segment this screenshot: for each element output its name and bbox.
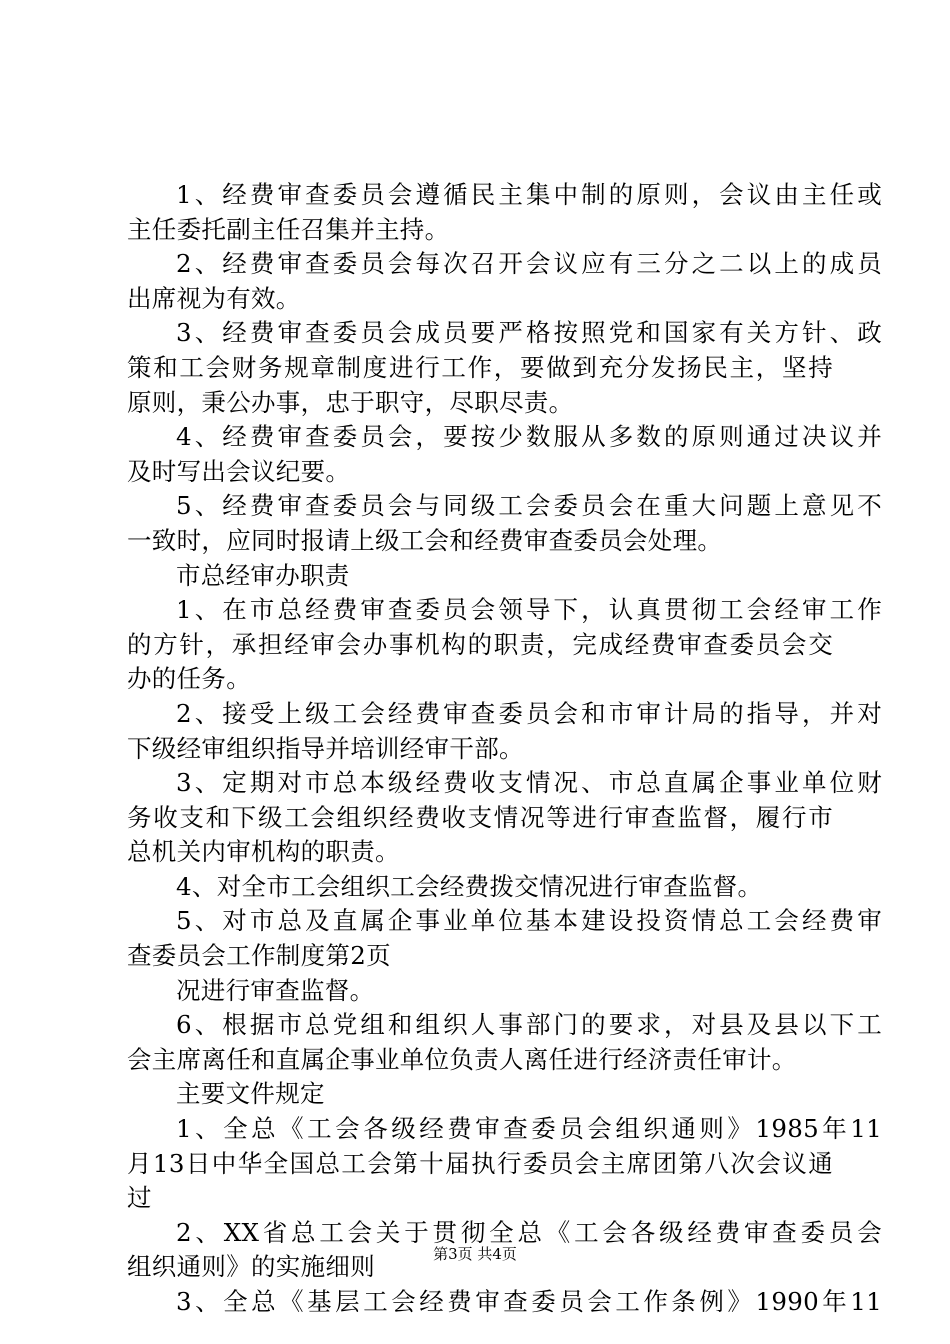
text-line: 出席视为有效。 bbox=[127, 283, 301, 313]
text-line: 策和工会财务规章制度进行工作，要做到充分发扬民主，坚持 bbox=[127, 352, 833, 382]
text-line: 3、全总《基层工会经费审查委员会工作条例》1990年11 bbox=[176, 1287, 882, 1316]
text-line: 一致时，应同时报请上级工会和经费审查委员会处理。 bbox=[127, 525, 723, 555]
text-line: 4、经费审查委员会，要按少数服从多数的原则通过决议并 bbox=[176, 422, 882, 452]
text-line: 月13日中华全国总工会第十届执行委员会主席团第八次会议通 bbox=[127, 1148, 833, 1178]
section-heading: 市总经审办职责 bbox=[176, 560, 350, 590]
text-line: 组织通则》的实施细则 bbox=[127, 1252, 375, 1282]
text-line: 1、在市总经费审查委员会领导下，认真贯彻工会经审工作 bbox=[176, 595, 882, 625]
text-line: 2、经费审查委员会每次召开会议应有三分之二以上的成员 bbox=[176, 249, 882, 279]
text-line: 1、全总《工会各级经费审查委员会组织通则》1985年11 bbox=[176, 1114, 882, 1144]
text-line: 务收支和下级工会组织经费收支情况等进行审查监督，履行市 bbox=[127, 802, 833, 832]
text-line: 3、经费审查委员会成员要严格按照党和国家有关方针、政 bbox=[176, 318, 882, 348]
document-body bbox=[127, 178, 882, 1320]
text-line: 况进行审查监督。 bbox=[176, 975, 375, 1005]
text-line: 主任委托副主任召集并主持。 bbox=[127, 214, 450, 244]
text-line: 下级经审组织指导并培训经审干部。 bbox=[127, 733, 524, 763]
text-line: 6、根据市总党组和组织人事部门的要求，对县及县以下工 bbox=[176, 1010, 882, 1040]
text-line: 及时写出会议纪要。 bbox=[127, 456, 351, 486]
text-line: 3、定期对市总本级经费收支情况、市总直属企事业单位财 bbox=[176, 768, 882, 798]
text-line: 过 bbox=[127, 1183, 152, 1213]
text-line: 办的任务。 bbox=[127, 664, 251, 694]
page-footer: 第3页 共4页 bbox=[433, 1245, 517, 1263]
section-heading: 主要文件规定 bbox=[176, 1079, 325, 1109]
text-line: 1、经费审查委员会遵循民主集中制的原则，会议由主任或 bbox=[176, 180, 882, 209]
text-line: 会主席离任和直属企事业单位负责人离任进行经济责任审计。 bbox=[127, 1044, 797, 1074]
text-line: 查委员会工作制度第2页 bbox=[127, 941, 391, 971]
text-line: 2、XX省总工会关于贯彻全总《工会各级经费审查委员会 bbox=[176, 1217, 882, 1247]
text-line: 4、对全市工会组织工会经费拨交情况进行审查监督。 bbox=[176, 871, 763, 901]
text-line: 原则，秉公办事，忠于职守，尽职尽责。 bbox=[127, 387, 574, 417]
text-line: 5、经费审查委员会与同级工会委员会在重大问题上意见不 bbox=[176, 491, 882, 521]
text-line: 5、对市总及直属企事业单位基本建设投资情总工会经费审 bbox=[176, 906, 882, 936]
text-line: 总机关内审机构的职责。 bbox=[127, 837, 400, 867]
text-line: 2、接受上级工会经费审查委员会和市审计局的指导，并对 bbox=[176, 698, 882, 728]
text-line: 的方针，承担经审会办事机构的职责，完成经费审查委员会交 bbox=[127, 629, 833, 659]
